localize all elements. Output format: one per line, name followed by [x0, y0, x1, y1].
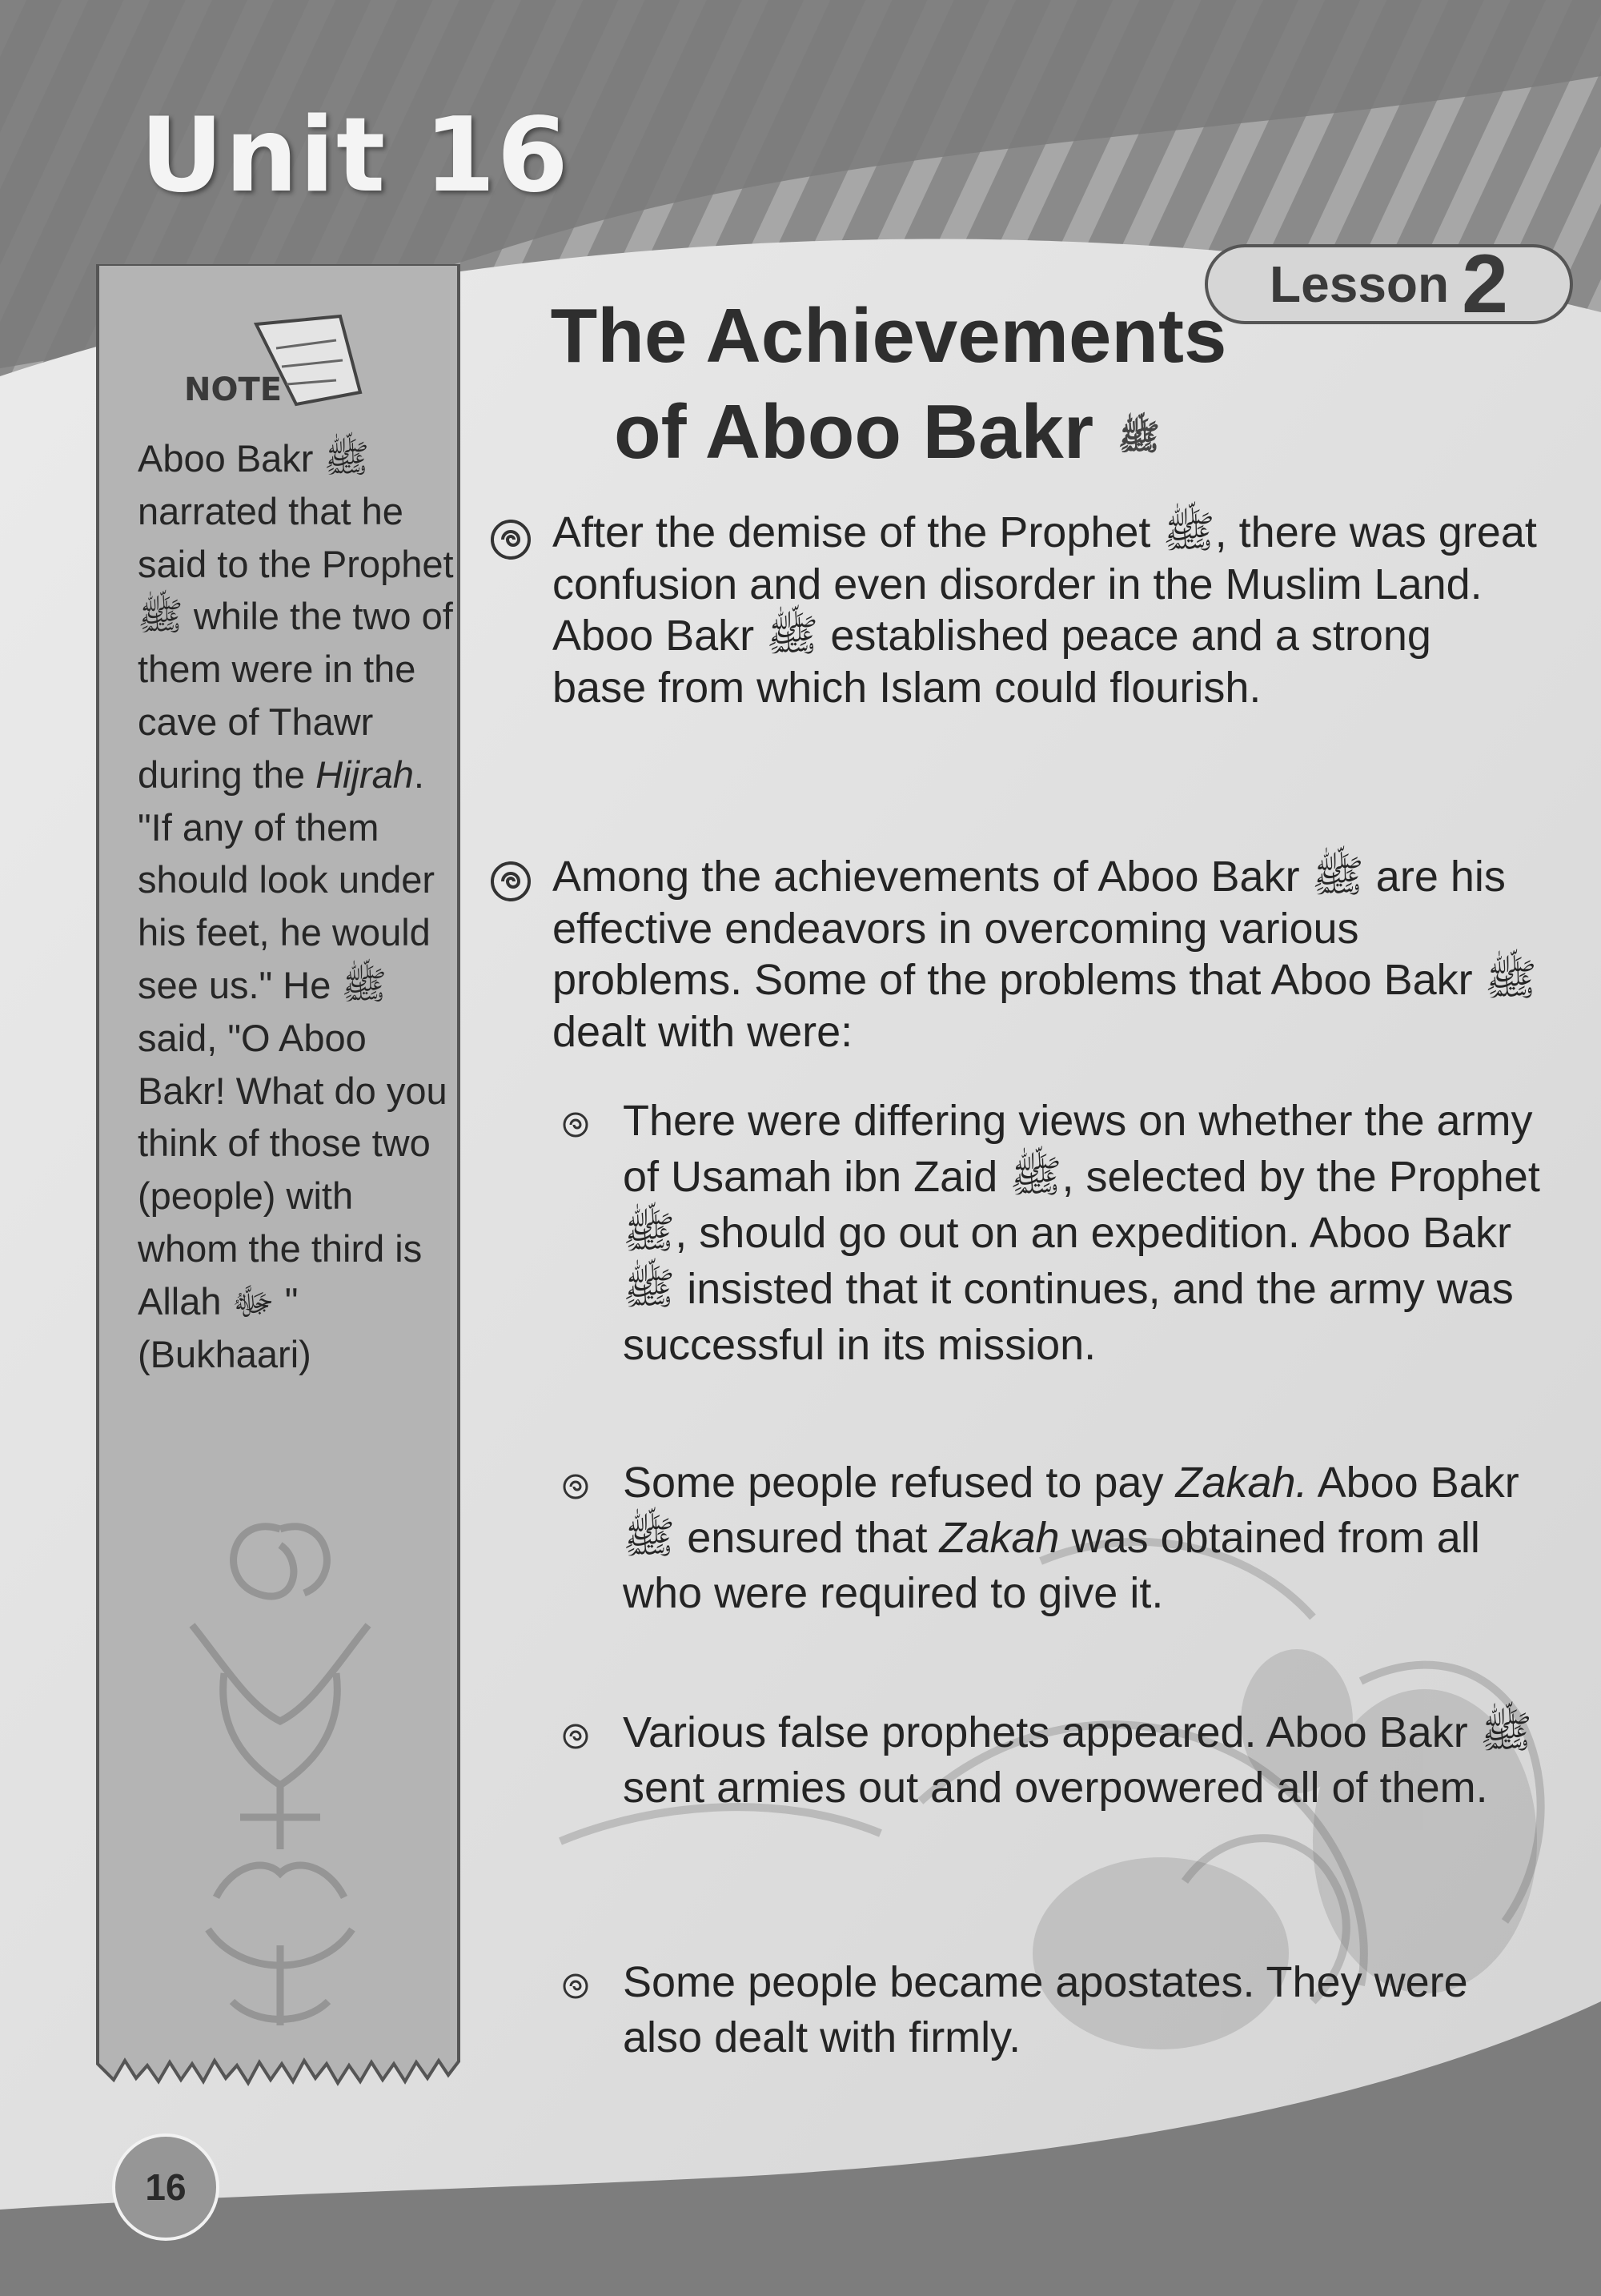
page-number-badge [112, 2133, 219, 2241]
paragraph-achievements: Among the achievements of Aboo Bakr ﷺ are his effective endeavors in overcoming various problems. Some of the problems that Aboo Bakr ﷺ dealt with were: [552, 853, 1537, 1056]
lesson-number: 2 [1462, 238, 1508, 331]
point-apostates: Some people became apostates. They were also dealt with firmly. [623, 1958, 1468, 2061]
note-hijrah: Hijrah [315, 753, 414, 796]
title-line-2: of Aboo Bakr ﷺ [528, 384, 1249, 486]
spiral-bullet-small-icon [562, 1723, 589, 1750]
point-usamah-army: There were differing views on whether the army of Usamah ibn Zaid ﷺ, selected by the Prophet ﷺ, should go out on an expedition. Aboo Bakr ﷺ insisted that it continues, and the army was successful in its mission. [623, 1097, 1540, 1369]
spiral-bullet-small-icon [562, 1973, 589, 2000]
spiral-bullet-small-icon [562, 1111, 589, 1138]
spiral-bullet-icon [490, 519, 532, 560]
page-number: 16 [145, 2166, 187, 2208]
spiral-bullet-icon [490, 861, 532, 902]
lesson-title [528, 288, 1249, 486]
lesson-label: Lesson [1270, 255, 1450, 313]
note-label: NOTE [184, 371, 283, 408]
lesson-badge [1205, 238, 1573, 331]
note-body: Aboo Bakr ﷺ narrated that he said to the Prophet ﷺ while the two of them were in the cave of Thawr during the Hijrah. "If any of them should look under his feet, he would see us." He ﷺ said, "O Aboo Bakr! What do you think of those two (people) with whom the third is Allah ﷻ " (Bukhaari) [138, 437, 454, 1375]
paragraph-demise: After the demise of the Prophet ﷺ, there was great confusion and even disorder in the Muslim Land. Aboo Bakr ﷺ established peace and a strong base from which Islam could flourish. [552, 508, 1537, 712]
point-zakah: Some people refused to pay Zakah. Aboo Bakr ﷺ ensured that Zakah was obtained from all who were required to give it. [623, 1459, 1519, 1617]
spiral-bullet-small-icon [562, 1473, 589, 1500]
point-false-prophets: Various false prophets appeared. Aboo Bakr ﷺ sent armies out and overpowered all of them. [623, 1708, 1532, 1812]
title-line-1: The Achievements [550, 293, 1227, 379]
unit-title: Unit 16 [140, 96, 570, 215]
honorific-icon: ﷺ [1117, 418, 1160, 457]
